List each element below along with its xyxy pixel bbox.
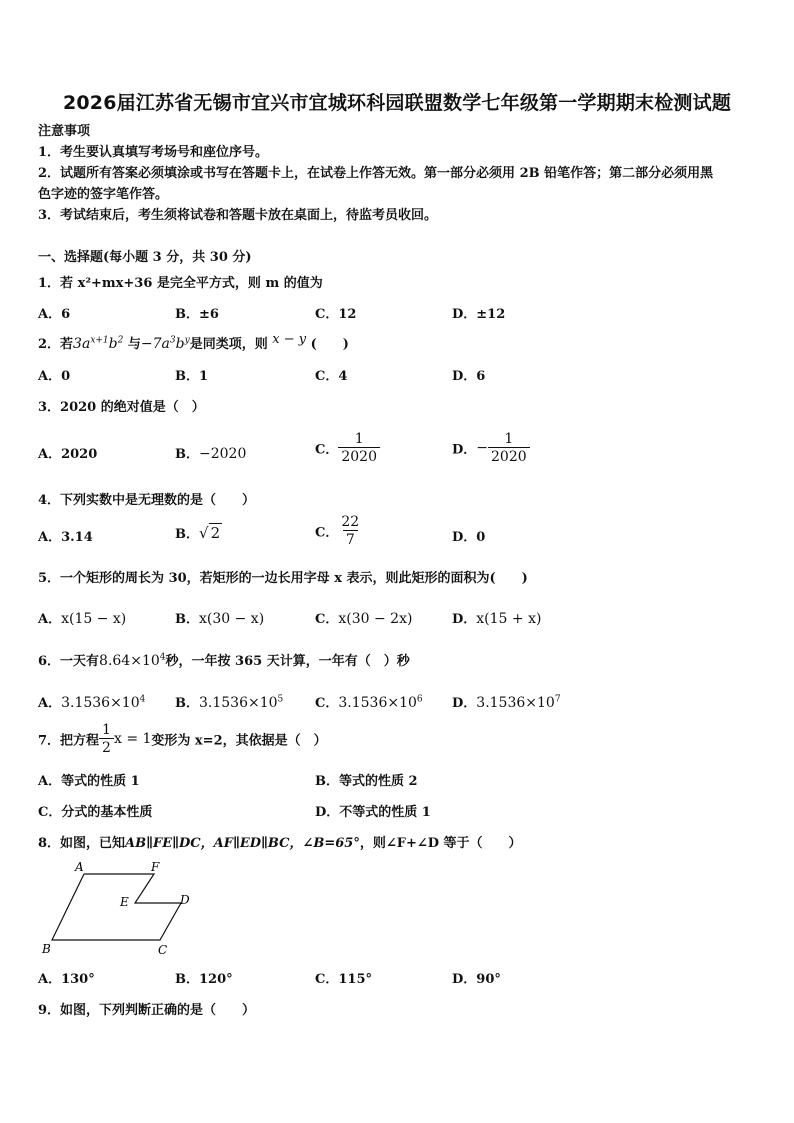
q2-paren: ( )	[310, 337, 349, 352]
q3-option-d: D．− $\frac{1}{2020}$	[452, 431, 530, 465]
q7-option-b: B．等式的性质 2	[315, 774, 418, 789]
q5-option-d: D．x(15 + x)	[452, 611, 542, 627]
q4-c-fraction: $\frac{22}{7}$	[341, 514, 360, 548]
q2-mid: 与	[127, 337, 141, 352]
q2-expr1: $3a^{x+1}b^2$	[73, 335, 124, 352]
q4-sqrt: √ 2	[199, 524, 221, 542]
notice-item-2-cont: 色字迹的签字笔作答。	[38, 187, 169, 202]
q4-option-a: A．3.14	[38, 530, 93, 545]
q2-stem-pre: 2．若	[38, 337, 74, 352]
q7-stem: 7．把方程 $\frac{1}{2}$ x = 1变形为 x=2，其依据是（ ）	[38, 722, 327, 756]
q3-option-a: A．2020	[38, 447, 98, 462]
q4-option-b: B．√ 2	[175, 524, 221, 542]
q3-option-c: C． $\frac{1}{2020}$	[315, 431, 380, 465]
q4-option-c: C． $\frac{22}{7}$	[315, 514, 362, 548]
q1-option-b: B．±6	[175, 307, 219, 322]
q4-stem: 4．下列实数中是无理数的是（ ）	[38, 493, 256, 508]
q2-expr2: $-7a^3b^y$	[140, 335, 190, 352]
q1-option-c: C．12	[315, 307, 357, 322]
q8-label-a: A	[75, 860, 84, 874]
q5-option-c: C．x(30 − 2x)	[315, 611, 413, 627]
q3-c-fraction: $\frac{1}{2020}$	[338, 431, 380, 465]
q5-stem: 5．一个矩形的周长为 30，若矩形的一边长用字母 x 表示，则此矩形的面积为( )	[38, 571, 528, 586]
q3-d-fraction: $\frac{1}{2020}$	[488, 431, 530, 465]
q2-stem-post: 是同类项，则	[189, 337, 268, 352]
q5-option-a: A．x(15 − x)	[38, 611, 127, 627]
page-title: 2026届江苏省无锡市宜兴市宜城环科园联盟数学七年级第一学期期末检测试题	[62, 92, 732, 114]
q8-label-c: C	[158, 943, 168, 957]
q5-option-b: B．x(30 − x)	[175, 611, 265, 627]
q6-value: $8.64\times 10^4$	[99, 652, 166, 669]
section-heading: 一、选择题(每小题 3 分，共 30 分)	[38, 250, 252, 265]
q8-stem: 8．如图，已知AB∥FE∥DC，AF∥ED∥BC，∠B=65°，则∠F+∠D 等于（ ）	[38, 836, 522, 851]
q6-stem: 6．一天有$8.64\times 10^4$秒，一年按 365 天计算，一年有（ ）秒	[38, 652, 410, 669]
q7-option-a: A．等式的性质 1	[38, 774, 140, 789]
q3-stem: 3．2020 的绝对值是（ ）	[38, 400, 205, 415]
notice-heading: 注意事项	[38, 124, 91, 139]
q8-option-d: D．90°	[452, 972, 501, 987]
q8-label-d: D	[180, 893, 190, 907]
q8-condition: AB∥FE∥DC，AF∥ED∥BC，∠B=65°	[125, 836, 360, 851]
q7-fraction: $\frac{1}{2}$	[99, 722, 114, 756]
q7-option-d: D．不等式的性质 1	[315, 805, 431, 820]
q8-figure	[36, 856, 206, 960]
q8-figure-outline	[52, 874, 181, 940]
q2-stem	[38, 333, 349, 352]
q8-label-f: F	[151, 860, 160, 874]
q8-label-e: E	[120, 895, 129, 909]
q1-option-d: D．±12	[452, 307, 506, 322]
notice-item-1: 1．考生要认真填写考场号和座位序号。	[38, 145, 269, 160]
q2-option-a: A．0	[38, 369, 71, 384]
q6-option-c: C．$3.1536\times 10^6$	[315, 694, 423, 711]
q6-option-a: A．$3.1536\times 10^4$	[38, 694, 146, 711]
q2-option-b: B．1	[175, 369, 209, 384]
q8-option-c: C．115°	[315, 972, 372, 987]
q7-option-c: C．分式的基本性质	[38, 805, 153, 820]
q6-option-d: D．$3.1536\times 10^7$	[452, 694, 561, 711]
q3-option-b: B．−2020	[175, 446, 247, 462]
q6-option-b: B．$3.1536\times 10^5$	[175, 694, 284, 711]
q1-option-a: A．6	[38, 307, 71, 322]
q8-option-a: A．130°	[38, 972, 95, 987]
q9-stem: 9．如图，下列判断正确的是（ ）	[38, 1003, 256, 1018]
q1-stem: 1．若 x²+mx+36 是完全平方式，则 m 的值为	[38, 276, 323, 291]
q2-option-d: D．6	[452, 369, 486, 384]
notice-item-2: 2．试题所有答案必须填涂或书写在答题卡上，在试卷上作答无效。第一部分必须用 2B 铅笔作答；第二部分必须用黑	[38, 166, 714, 181]
q4-option-d: D．0	[452, 530, 486, 545]
q8-label-b: B	[42, 942, 51, 956]
q2-expr3: x − y	[272, 332, 307, 347]
notice-item-3: 3．考试结束后，考生须将试卷和答题卡放在桌面上，待监考员收回。	[38, 208, 438, 223]
q8-option-b: B．120°	[175, 972, 233, 987]
q2-option-c: C．4	[315, 369, 348, 384]
